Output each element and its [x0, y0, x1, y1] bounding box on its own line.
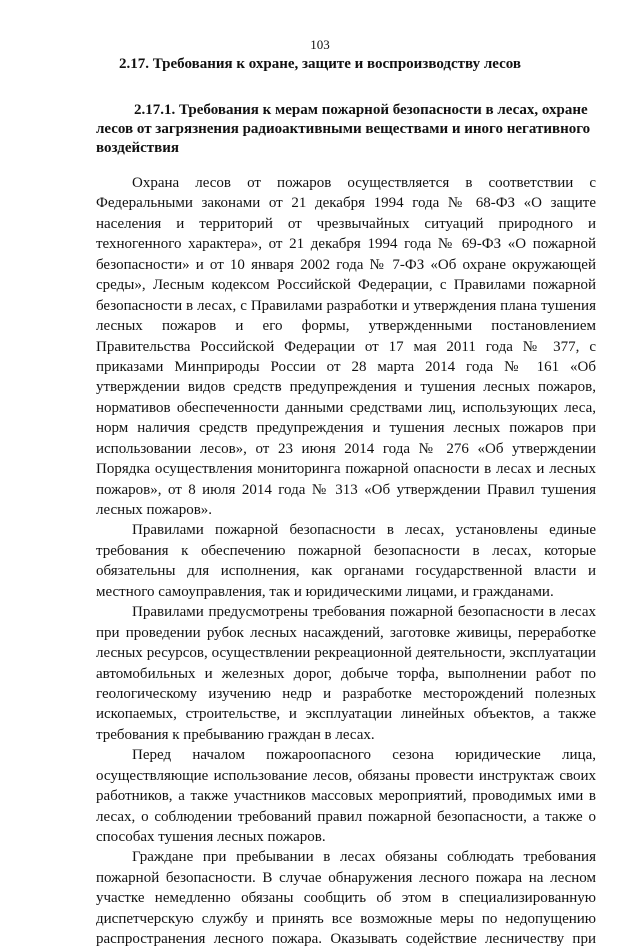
paragraph: [96, 745, 596, 847]
paragraph-line: Правительства Российской Федерации от 17 мая 2011 года № 377, с: [96, 338, 596, 355]
paragraph-line: безопасности в лесах, с Правилами разработки и утверждения плана тушения: [96, 297, 596, 314]
paragraph-line: автомобильных и железных дорог, добыче торфа, выполнении работ по: [96, 665, 596, 682]
paragraph-line: Правилами предусмотрены требования пожарной безопасности в лесах: [132, 604, 596, 621]
paragraph: [96, 847, 596, 949]
paragraph-line: нормативов обеспеченности данными средствами лиц, использующих леса,: [96, 399, 596, 416]
paragraph-line: осуществляющие использование лесов, обязаны провести инструктаж своих: [96, 767, 596, 784]
paragraph: [96, 173, 596, 520]
paragraph-line: населения и территорий от чрезвычайных ситуаций природного и: [96, 215, 596, 232]
paragraph-line: геологическому изучению недр и разработке месторождений полезных: [96, 685, 596, 702]
section-title: 2.17. Требования к охране, защите и воспроизводству лесов: [119, 56, 521, 72]
body-text: [96, 173, 596, 950]
paragraph-line: местного самоуправления, так и юридическими лицами, и гражданами.: [96, 583, 554, 600]
paragraph-line: Охрана лесов от пожаров осуществляется в соответствии с: [132, 175, 596, 191]
paragraph-line: Перед началом пожароопасного сезона юридические лица,: [132, 747, 596, 764]
paragraph-line: требования к пребыванию граждан в лесах.: [96, 726, 375, 743]
subsection-title-line: воздействия: [96, 140, 180, 156]
page-number: 103: [310, 37, 330, 52]
paragraph-line: использовании лесов», от 23 июня 2014 года № 276 «Об утверждении: [96, 440, 596, 457]
paragraph-line: распространения лесного пожара. Оказывать содействие лесничеству при: [96, 931, 596, 948]
subsection-title-line: 2.17.1. Требования к мерам пожарной безопасности в лесах, охране: [134, 102, 588, 118]
paragraph-line: Граждане при пребывании в лесах обязаны соблюдать требования: [132, 849, 596, 866]
paragraph-line: Правилами пожарной безопасности в лесах, установлены единые: [132, 522, 596, 539]
paragraph-line: пожарной безопасности. В случае обнаружения лесного пожара на лесном: [96, 869, 596, 886]
paragraph-line: среды», Лесным кодексом Российской Федерации, с Правилами пожарной: [96, 277, 596, 294]
paragraph: [96, 602, 596, 745]
paragraph-line: техногенного характера», от 21 декабря 1994 года № 69-ФЗ «О пожарной: [96, 236, 596, 253]
paragraph-line: работников, а также участников массовых мероприятий, проводимых ими в: [96, 788, 596, 805]
paragraph-line: участке немедленно обязаны сообщить об этом в специализированную: [96, 890, 596, 907]
paragraph-line: утверждении видов средств предупреждения и тушения лесных пожаров,: [96, 379, 596, 396]
paragraph-line: пожаров», от 8 июля 2014 года № 313 «Об утверждении Правил тушения: [96, 481, 596, 498]
paragraph-line: норм наличия средств предупреждения и тушения лесных пожаров при: [96, 420, 596, 437]
paragraph-line: лесных пожаров».: [96, 502, 213, 518]
paragraph-line: лесах, о соблюдении требований правил пожарной безопасности, а также о: [96, 808, 596, 825]
paragraph-line: ископаемых, строительстве, и эксплуатации линейных объектов, а также: [96, 706, 596, 723]
paragraph-line: диспетчерскую службу и принять все возможные меры по недопущению: [96, 910, 596, 927]
subsection-title: [96, 101, 616, 158]
paragraph-line: безопасности» и от 10 января 2002 года № 7-ФЗ «Об охране окружающей: [96, 256, 596, 273]
paragraph: [96, 520, 596, 602]
paragraph-line: лесных ресурсов, осуществлении рекреационной деятельности, эксплуатации: [96, 645, 596, 662]
subsection-title-line: лесов от загрязнения радиоактивными веществами и иного негативного: [96, 121, 591, 137]
paragraph-line: способах тушения лесных пожаров.: [96, 829, 326, 845]
paragraph-line: Порядка осуществления мониторинга пожарной опасности в лесах и лесных: [96, 461, 596, 478]
paragraph-line: лесных пожаров и его формы, утвержденными постановлением: [96, 318, 596, 335]
paragraph-line: требования к обеспечению пожарной безопасности в лесах, которые: [96, 542, 596, 559]
paragraph-line: Федеральными законами от 21 декабря 1994 года № 68-ФЗ «О защите: [96, 195, 596, 212]
paragraph-line: при проведении рубок лесных насаждений, заготовке живицы, переработке: [96, 624, 596, 641]
paragraph-line: обязательны для исполнения, как органами государственной власти и: [96, 563, 596, 580]
paragraph-line: приказами Минприроды России от 28 марта 2014 года № 161 «Об: [96, 358, 596, 375]
